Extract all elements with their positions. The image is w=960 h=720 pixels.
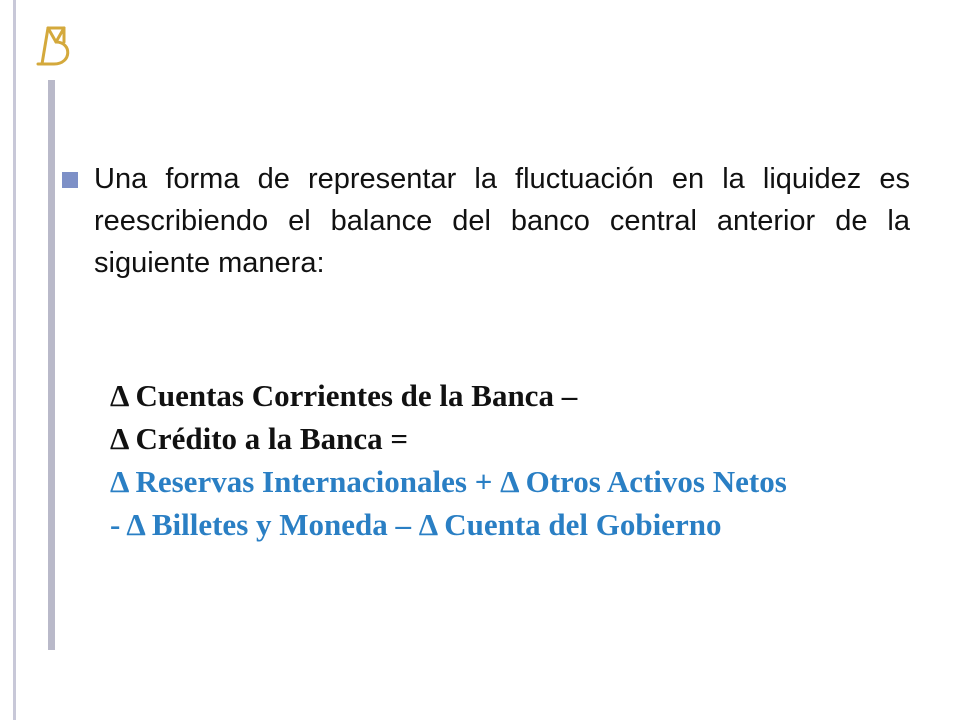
equation-line-3: Δ Reservas Internacionales + Δ Otros Activos Netos bbox=[110, 464, 787, 499]
equation-line-2: Δ Crédito a la Banca = bbox=[110, 421, 409, 456]
bm-monogram-logo-icon bbox=[34, 24, 74, 70]
logo-graphic bbox=[34, 24, 74, 70]
bullet-text: Una forma de representar la fluctuación en la liquidez es reescribiendo el balance del banco central anterior de la siguiente manera: bbox=[94, 163, 910, 279]
decorative-vertical-bar bbox=[48, 80, 55, 650]
equation-line-1: Δ Cuentas Corrientes de la Banca – bbox=[110, 378, 578, 413]
equation-line-4: - Δ Billetes y Moneda – Δ Cuenta del Gobierno bbox=[110, 507, 722, 542]
slide-edge-divider bbox=[13, 0, 16, 720]
liquidity-equation bbox=[110, 374, 940, 546]
square-bullet-icon bbox=[62, 172, 78, 188]
